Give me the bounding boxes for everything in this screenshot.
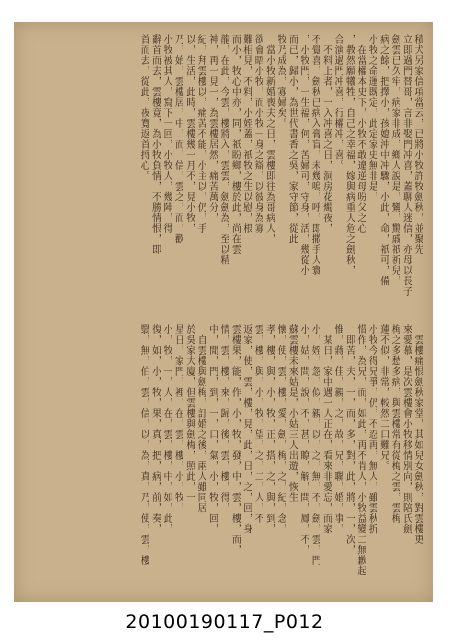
text-column: 雲樓果，能，作，小，牧，發，中，雲，樓，而， — [229, 324, 241, 555]
text-column: 惜作，為兄，而，如此，再不肯人，小牧益變二無歉起 — [354, 324, 366, 576]
text-column: 某日，家中遇一人正在，看來非愛忘，而家 — [320, 324, 332, 534]
text-column: 辭首而去，雲樓竟，為小牧負情，不勝情恨，即 — [149, 34, 161, 255]
text-column: 龍，在此，今雲，樓將入，雲雲，劍劍為，至以精 — [218, 34, 230, 265]
text-column: 當小牧新婚喪夫之日，雲樓即往為哥病人， — [263, 34, 275, 244]
text-column: 牧乃成為，寡婦矣。 — [275, 34, 287, 129]
text-column: 情，雲，樓，來，歸，後，雲，樓，得， — [218, 324, 230, 513]
text-column: 星日，家門，裡，在，雲，樓，小，牧， — [172, 324, 184, 513]
text-column: 梅之多愁多病，與雲樓常有從梅之雲，雲梅 — [389, 324, 401, 524]
text-column: ，教然願犧牲，自己之幸福，嫁與病重人危之劍秋， — [343, 34, 355, 276]
text-column: 神，再一見一，為雲樓居然，痛苦萬分， — [206, 34, 218, 223]
text-column: 自雲樓與劍梅，訂婚之後，兩人雖同居 — [195, 324, 207, 513]
text-column: 紀，拜雲樓以，痛苦不能，小主以，仍，手 — [195, 34, 207, 234]
text-column: 而已，歸小，為世代書香之吳，家守節，從此 — [286, 34, 298, 244]
text-column: 難相見，不料，小姪蓋，祇牧之生以慰，根 — [240, 34, 252, 234]
text-column: 不料上者，一入冲喜之日，洞房花燭夜， — [320, 34, 332, 234]
document-page — [14, 22, 433, 602]
text-column: 病之餘，把擇小，孩媳沖中冲驟，小此，命，祇可，備 — [377, 34, 389, 286]
text-column: 小，姪，忽，似，親，以，之，無，不，劍，雲，門 — [309, 324, 321, 566]
text-column: 在當權本史下，小牧不敢違逆母吩父之心 — [354, 34, 366, 234]
text-column: 於吳家大廈，但雲樓與劍梅，照此，一 — [183, 324, 195, 503]
text-column: 小牧之命運既定，此定家史無非是， — [366, 34, 378, 202]
text-column: 小牧今得兄爭，仍，不忍再，無人，雖雲秋折 — [366, 324, 378, 534]
text-column: 劍雲已久牢，病家非成，鄉人說是，鸞，驚戚祇祈兒， — [389, 34, 401, 286]
text-column: 以，生活，此時，雲樓幾一月不，見小牧， — [183, 34, 195, 234]
text-column: 中，閒，門，到，一，口，氣，小，牧，回， — [206, 324, 218, 534]
text-column: 惟，蔣，佳，親，之，故，兄，聯，婚，事， — [332, 324, 344, 534]
text-column: 首而去，從此，夜寬返首捋心。 — [138, 34, 150, 181]
page-caption: 20100190117_P012 — [125, 611, 324, 633]
text-column: 即苦，夫，一，而，多，對，此，將，一，次， — [343, 324, 355, 555]
text-column: 合演過門冲喜，行權冲，喜。 — [332, 34, 344, 171]
text-column: 積犬另家信項當云，已將小牧許牧劍秋，並聚先 — [412, 34, 423, 255]
text-column: 翳，無，伯，雲，信，以，為，真，乃，使，雲，樓 — [138, 324, 150, 566]
text-column: 而小，牧心中亦，同，祇盼鄉，樓於此，尚在雲 — [229, 34, 241, 255]
text-column: 小，姑，問，說，不，甚，瞭，解，問，鳳，不， — [297, 324, 309, 555]
text-column: 蓮不似，非常，較然二口難兄。 — [377, 324, 389, 471]
text-column: 復，如，小，牧，果，真，把，病，前，奏， — [149, 324, 161, 534]
text-column: 小，牧，一，人，在，雲，樓，中，如，此， — [161, 324, 173, 534]
text-column: 來愛慕，是次雲樓會小牧移情別向，則陪氏劍 — [400, 324, 412, 534]
text-column: 孝，樓，與，小，牧，正，搭，之，與，到， — [263, 324, 275, 534]
text-column: 不覺喜，劍秋已病入膏盲，未幾嗚，呼，即撒手人寰 — [309, 34, 321, 276]
text-column: 欲會晤小牧，而小牧一身之辯，以彼身為寡 — [252, 34, 264, 234]
text-column: 蘇雲樓未來姑是，小姑三人出遊，恢生 — [286, 324, 298, 503]
text-block-lower — [24, 324, 423, 592]
text-column: 雲樓痛恨劍秋家堂，其如兒女劍秋，對雲樓更 — [412, 324, 423, 545]
text-column: ，小牧門，一生福，何，苦婦可，守身，活，幾從小 — [297, 34, 309, 276]
text-column: 返家，使，雲，樓，見，此，日，之，回，身 — [240, 324, 252, 534]
text-column: 懷，使，雲，樓，愛，劍，梅，之，紀，念， — [275, 324, 287, 534]
text-column: 乃，始，雲樓居，中，而，信，雲之，而，歡 — [172, 34, 184, 244]
text-column: 立即過門替哥，言非娶門冲喜，蓋聊人迷信，亦母以長子 — [400, 34, 412, 296]
text-column: 雲，樓，與，小，牧，望，之，二，人，不 — [252, 324, 264, 524]
text-column: 小牧被其人，寫下一回，小牧人，幾陣，得 — [161, 34, 173, 234]
text-block-upper — [24, 34, 423, 296]
